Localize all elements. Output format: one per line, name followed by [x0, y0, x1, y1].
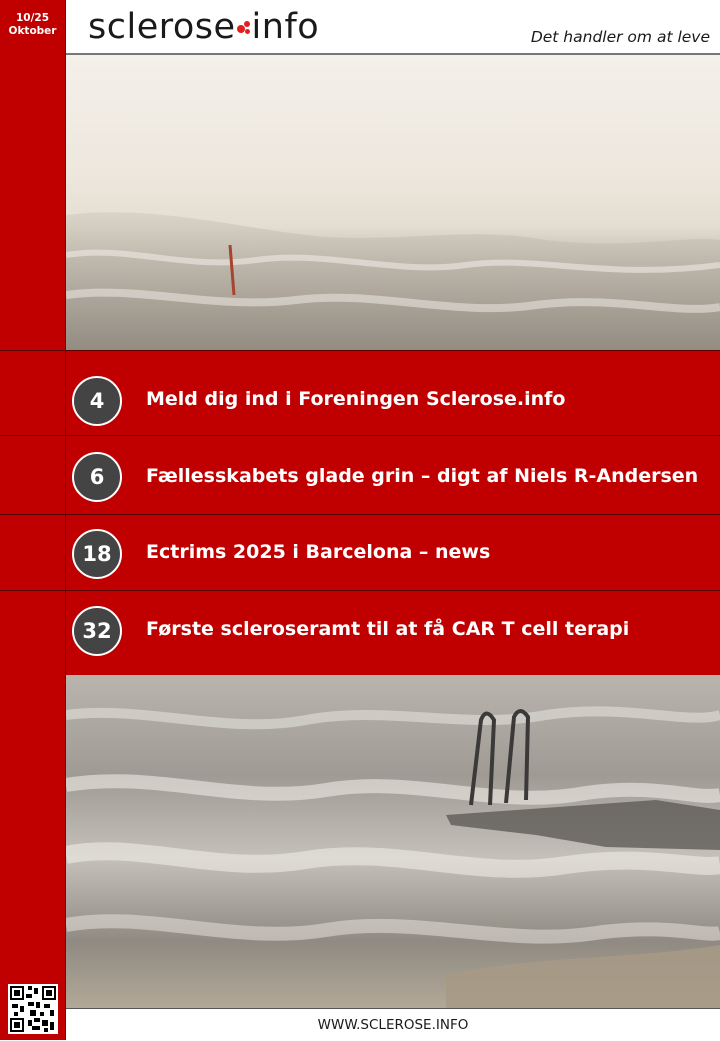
- qr-code-icon[interactable]: [8, 984, 58, 1034]
- page-badge: 4: [72, 376, 122, 426]
- issue-label: [0, 12, 65, 38]
- toc-row[interactable]: [66, 436, 720, 514]
- masthead: [66, 0, 720, 55]
- toc-row[interactable]: [66, 351, 720, 435]
- page-badge: 6: [72, 452, 122, 502]
- issue-number: 10/25: [15, 12, 50, 24]
- website-link[interactable]: WWW.SCLEROSE.INFO: [317, 1017, 469, 1033]
- toc-title: Meld dig ind i Foreningen Sclerose.info: [146, 388, 566, 410]
- logo-text-left: sclerose: [88, 7, 236, 47]
- toc-title: Fællesskabets glade grin – digt af Niels R-Andersen: [146, 465, 699, 487]
- toc-row[interactable]: [66, 591, 720, 675]
- page-badge: 32: [72, 606, 122, 656]
- logo-dots-icon: [237, 21, 251, 35]
- logo-text-right: info: [251, 7, 320, 47]
- sidebar-strip: [0, 0, 66, 1040]
- toc-title: Ectrims 2025 i Barcelona – news: [146, 541, 491, 563]
- logo[interactable]: [88, 6, 319, 48]
- page-badge: 18: [72, 529, 122, 579]
- footer: [66, 1008, 720, 1041]
- tagline: Det handler om at leve: [530, 28, 710, 46]
- toc-row[interactable]: [66, 515, 720, 590]
- toc-title: Første scleroseramt til at få CAR T cell terapi: [146, 618, 630, 640]
- cover-photo-ladder-waves: [66, 675, 720, 1008]
- cover-photo-stormy-sea: [66, 55, 720, 351]
- issue-month: Oktober: [8, 25, 57, 37]
